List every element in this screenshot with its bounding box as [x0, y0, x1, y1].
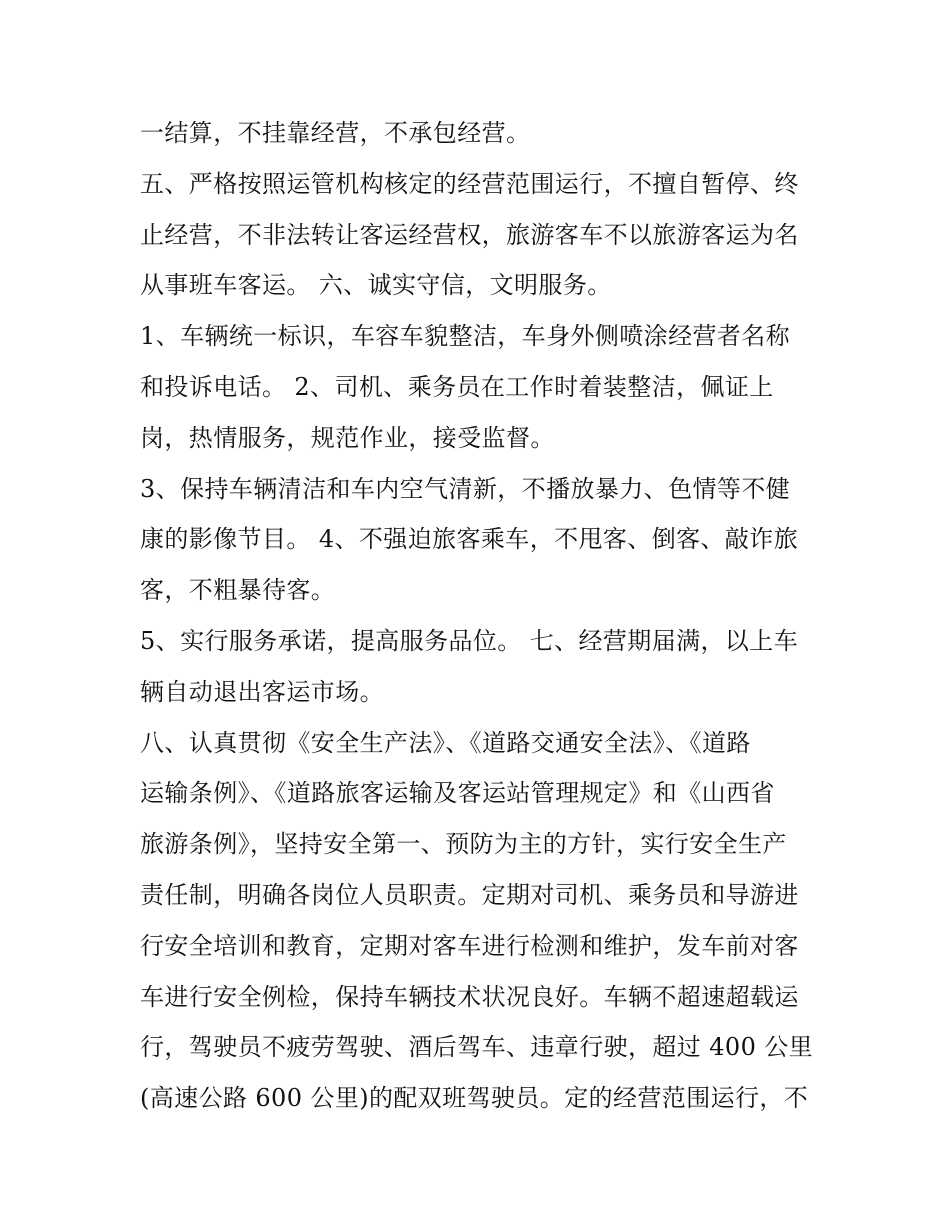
text-line: 车进行安全例检，保持车辆技术状况良好。车辆不超速超载运 [140, 982, 799, 1011]
text-line: 运输条例》、《道路旅客运输及客运站管理规定》和《山西省 [140, 779, 775, 808]
text-line: 八、认真贯彻《安全生产法》、《道路交通安全法》、《道路 [140, 728, 751, 757]
text-line: 康的影像节目。 4、不强迫旅客乘车，不甩客、倒客、敲诈旅 [140, 525, 799, 554]
text-line: 从事班车客运。 六、诚实守信，文明服务。 [140, 271, 612, 300]
text-line: 5、实行服务承诺，提高服务品位。 七、经营期届满，以上车 [140, 626, 799, 655]
text-line: (高速公路 600 公里)的配双班驾驶员。定的经营范围运行，不 [140, 1084, 809, 1113]
text-line: 行，驾驶员不疲劳驾驶、酒后驾车、违章行驶，超过 400 公里 [140, 1033, 814, 1062]
text-line: 和投诉电话。 2、司机、乘务员在工作时着装整洁，佩证上 [140, 372, 774, 401]
text-line: 岗，热情服务，规范作业，接受监督。 [140, 423, 555, 452]
text-line: 行安全培训和教育，定期对客车进行检测和维护，发车前对客 [140, 931, 799, 960]
text-line: 一结算，不挂靠经营，不承包经营。 [140, 119, 531, 147]
text-line: 1、车辆统一标识，车容车貌整洁，车身外侧喷涂经营者名称 [140, 322, 791, 351]
text-line: 3、保持车辆清洁和车内空气清新，不播放暴力、色情等不健 [140, 474, 791, 503]
document-body [140, 108, 820, 1124]
text-line: 辆自动退出客运市场。 [140, 677, 384, 706]
text-line: 止经营，不非法转让客运经营权，旅游客车不以旅游客运为名 [140, 220, 799, 249]
text-line: 旅游条例》，坚持安全第一、预防为主的方针，实行安全生产 [140, 830, 787, 859]
text-line: 客，不粗暴待客。 [140, 576, 336, 605]
text-line: 五、严格按照运管机构核定的经营范围运行，不擅自暂停、终 [140, 169, 799, 198]
text-line: 责任制，明确各岗位人员职责。定期对司机、乘务员和导游进 [140, 880, 799, 909]
